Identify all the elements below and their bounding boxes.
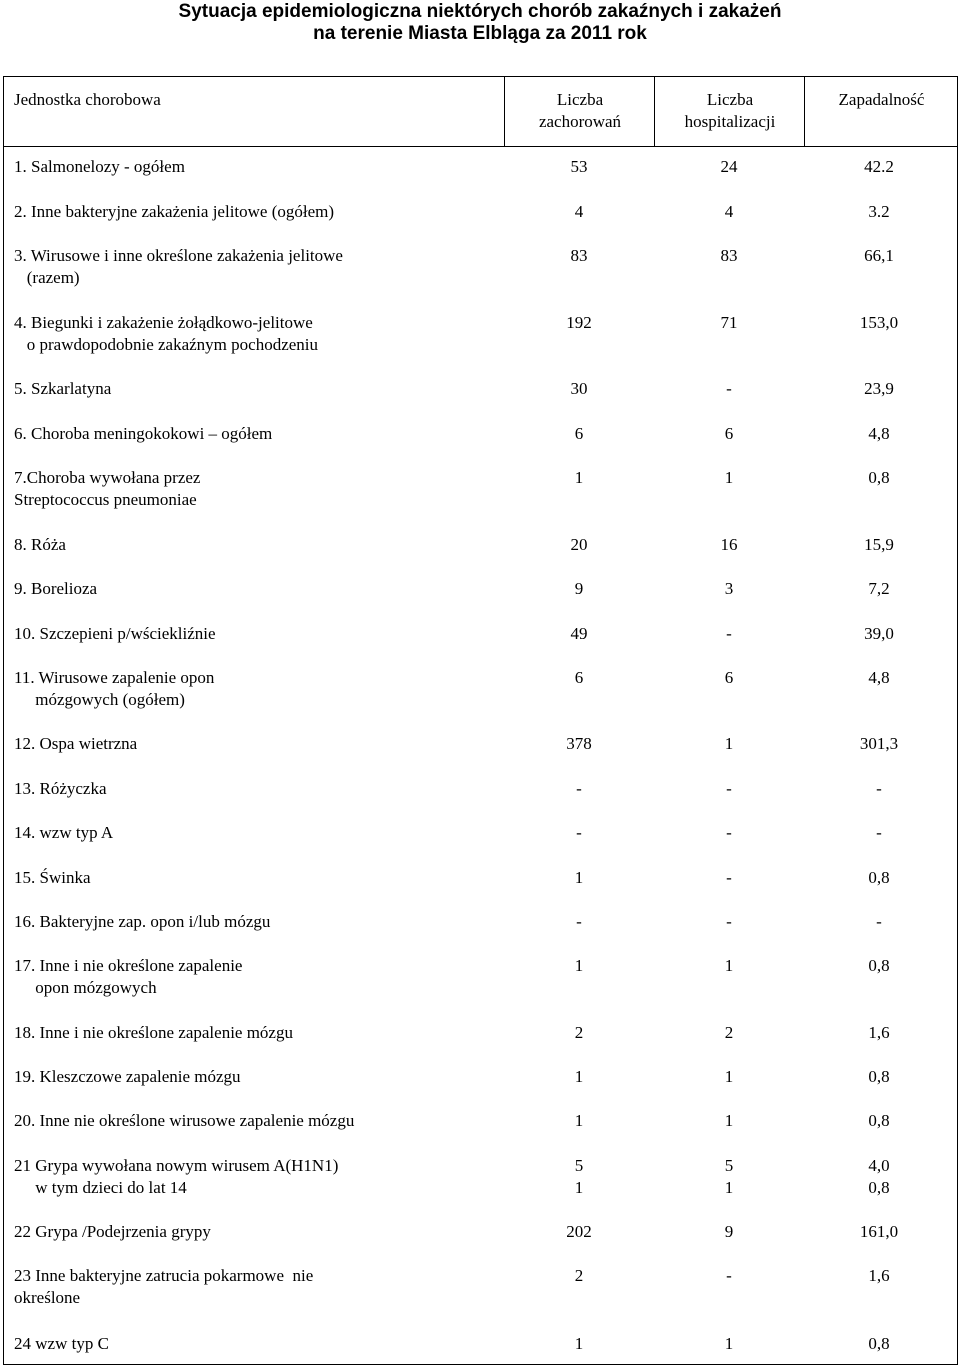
cases-value: 20 xyxy=(570,535,588,554)
disease-name: o prawdopodobnie zakaźnym pochodzeniu xyxy=(14,335,319,354)
hospitalizations-value: 1 xyxy=(724,1178,734,1197)
disease-name: 13. Różyczka xyxy=(14,779,107,798)
hospitalizations-value: 1 xyxy=(724,734,734,753)
cases-value: - xyxy=(576,823,582,842)
cases-value: 1 xyxy=(574,1067,584,1086)
cases-value: 192 xyxy=(566,313,592,332)
disease-name: 2. Inne bakteryjne zakażenia jelitowe (ogółem) xyxy=(14,202,335,221)
incidence-value: 161,0 xyxy=(859,1222,899,1241)
hospitalizations-value: 3 xyxy=(724,579,734,598)
cases-value: 30 xyxy=(570,379,588,398)
hospitalizations-value: 16 xyxy=(720,535,738,554)
disease-name: 3. Wirusowe i inne określone zakażenia jelitowe xyxy=(14,246,343,265)
incidence-value: 0,8 xyxy=(868,1334,890,1353)
incidence-value: 7,2 xyxy=(868,579,890,598)
incidence-value: - xyxy=(876,823,882,842)
cases-value: 1 xyxy=(574,1334,584,1353)
hospitalizations-value: 71 xyxy=(720,313,738,332)
hospitalizations-value: 6 xyxy=(724,424,734,443)
disease-name: 10. Szczepieni p/wściekliźnie xyxy=(14,624,216,643)
hospitalizations-value: 1 xyxy=(724,468,734,487)
hospitalizations-value: 6 xyxy=(724,668,734,687)
incidence-value: 66,1 xyxy=(864,246,894,265)
incidence-value: 0,8 xyxy=(868,1111,890,1130)
title-line-2: na terenie Miasta Elbląga za 2011 rok xyxy=(313,23,647,44)
incidence-value: 39,0 xyxy=(864,624,894,643)
hospitalizations-value: 1 xyxy=(724,1111,734,1130)
disease-name: (razem) xyxy=(14,268,80,287)
disease-name: 16. Bakteryjne zap. opon i/lub mózgu xyxy=(14,912,271,931)
cases-value: 49 xyxy=(570,624,588,643)
incidence-value: 1,6 xyxy=(868,1266,890,1285)
header-bottom-rule xyxy=(3,146,958,147)
disease-name: 14. wzw typ A xyxy=(14,823,114,842)
cases-value: 4 xyxy=(574,202,584,221)
hospitalizations-value: 83 xyxy=(720,246,738,265)
hospitalizations-value: - xyxy=(726,379,732,398)
disease-name: mózgowych (ogółem) xyxy=(14,690,185,709)
disease-name: określone xyxy=(14,1288,81,1307)
disease-name: 24 wzw typ C xyxy=(14,1334,109,1353)
incidence-value: 153,0 xyxy=(859,313,899,332)
hospitalizations-value: - xyxy=(726,624,732,643)
disease-name: w tym dzieci do lat 14 xyxy=(14,1178,187,1197)
cases-value: 1 xyxy=(574,468,584,487)
disease-name: 11. Wirusowe zapalenie opon xyxy=(14,668,215,687)
disease-name: 22 Grypa /Podejrzenia grypy xyxy=(14,1222,211,1241)
cases-value: 1 xyxy=(574,868,584,887)
hospitalizations-value: - xyxy=(726,823,732,842)
disease-name: 12. Ospa wietrzna xyxy=(14,734,138,753)
title-line-1: Sytuacja epidemiologiczna niektórych chorób zakaźnych i zakażeń xyxy=(178,1,782,22)
incidence-value: 4,0 xyxy=(868,1156,890,1175)
hospitalizations-value: 1 xyxy=(724,1067,734,1086)
cases-value: 5 xyxy=(574,1156,584,1175)
disease-name: 4. Biegunki i zakażenie żołądkowo-jelitowe xyxy=(14,313,313,332)
hospitalizations-value: - xyxy=(726,779,732,798)
disease-name: 7.Choroba wywołana przez xyxy=(14,468,201,487)
hospitalizations-value: 4 xyxy=(724,202,734,221)
header-incidence: Zapadalność xyxy=(838,90,925,109)
incidence-value: 0,8 xyxy=(868,956,890,975)
disease-name: 9. Borelioza xyxy=(14,579,98,598)
hospitalizations-value: 9 xyxy=(724,1222,734,1241)
header-cases-line1: Liczba xyxy=(556,90,604,109)
header-disease-unit: Jednostka chorobowa xyxy=(14,90,161,109)
cases-value: 2 xyxy=(574,1023,584,1042)
hospitalizations-value: 2 xyxy=(724,1023,734,1042)
incidence-value: 3.2 xyxy=(868,202,890,221)
header-hosp-line1: Liczba xyxy=(706,90,754,109)
hospitalizations-value: - xyxy=(726,868,732,887)
hospitalizations-value: 1 xyxy=(724,1334,734,1353)
hospitalizations-value: 24 xyxy=(720,157,738,176)
cases-value: 6 xyxy=(574,668,584,687)
disease-name: 6. Choroba meningokokowi – ogółem xyxy=(14,424,273,443)
incidence-value: 0,8 xyxy=(868,868,890,887)
cases-value: 202 xyxy=(566,1222,592,1241)
disease-name: Streptococcus pneumoniae xyxy=(14,490,197,509)
hospitalizations-value: 5 xyxy=(724,1156,734,1175)
cases-value: 1 xyxy=(574,1178,584,1197)
incidence-value: 15,9 xyxy=(864,535,894,554)
disease-name: 5. Szkarlatyna xyxy=(14,379,112,398)
disease-name: 1. Salmonelozy - ogółem xyxy=(14,157,185,176)
hospitalizations-value: - xyxy=(726,1266,732,1285)
disease-name: 8. Róża xyxy=(14,535,66,554)
disease-name: 19. Kleszczowe zapalenie mózgu xyxy=(14,1067,241,1086)
cases-value: 1 xyxy=(574,1111,584,1130)
disease-name: 15. Świnka xyxy=(14,868,91,887)
cases-value: - xyxy=(576,912,582,931)
incidence-value: - xyxy=(876,912,882,931)
hospitalizations-value: - xyxy=(726,912,732,931)
disease-name: 23 Inne bakteryjne zatrucia pokarmowe nie xyxy=(14,1266,314,1285)
disease-name: 17. Inne i nie określone zapalenie xyxy=(14,956,243,975)
incidence-value: 23,9 xyxy=(864,379,894,398)
cases-value: 53 xyxy=(570,157,588,176)
cases-value: 378 xyxy=(566,734,592,753)
header-cases-line2: zachorowań xyxy=(538,112,622,131)
incidence-value: 301,3 xyxy=(859,734,899,753)
disease-name: 20. Inne nie określone wirusowe zapalenie mózgu xyxy=(14,1111,355,1130)
incidence-value: 0,8 xyxy=(868,1178,890,1197)
cases-value: - xyxy=(576,779,582,798)
cases-value: 1 xyxy=(574,956,584,975)
cases-value: 6 xyxy=(574,424,584,443)
incidence-value: 0,8 xyxy=(868,468,890,487)
incidence-value: - xyxy=(876,779,882,798)
header-hosp-line2: hospitalizacji xyxy=(684,112,776,131)
incidence-value: 42.2 xyxy=(864,157,894,176)
hospitalizations-value: 1 xyxy=(724,956,734,975)
incidence-value: 4,8 xyxy=(868,668,890,687)
disease-name: opon mózgowych xyxy=(14,978,157,997)
cases-value: 2 xyxy=(574,1266,584,1285)
cases-value: 83 xyxy=(570,246,588,265)
incidence-value: 4,8 xyxy=(868,424,890,443)
cases-value: 9 xyxy=(574,579,584,598)
disease-name: 18. Inne i nie określone zapalenie mózgu xyxy=(14,1023,293,1042)
incidence-value: 1,6 xyxy=(868,1023,890,1042)
incidence-value: 0,8 xyxy=(868,1067,890,1086)
disease-name: 21 Grypa wywołana nowym wirusem A(H1N1) xyxy=(14,1156,339,1175)
